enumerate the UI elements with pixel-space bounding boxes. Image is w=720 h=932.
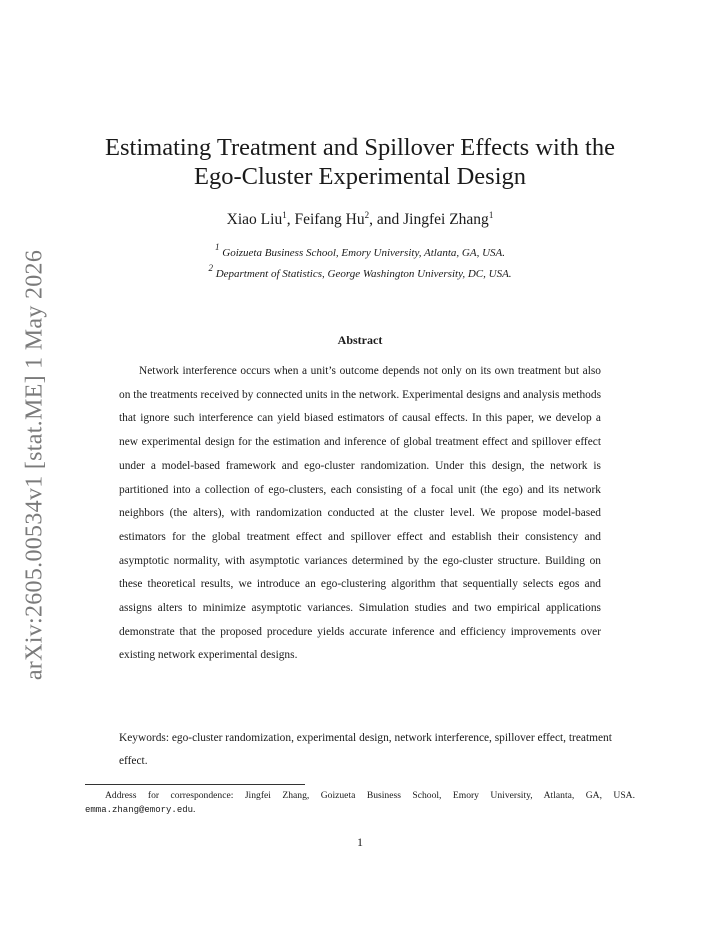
arxiv-identifier: arXiv:2605.00534v1 [stat.ME] 1 May 2026: [21, 249, 48, 681]
abstract-body: Network interference occurs when a unit’s outcome depends not only on its own treatment but also on the treatments received by connected units in the network. Experimental designs and analysis methods that ignore such interference can yield biased estimators of causal effects. In this paper, we develop a new experimental design for the estimation and inference of global treatment effect and spillover effect under a model-based framework and ego-cluster randomization. Under this design, the network is partitioned into a collection of ego-clusters, each consisting of a focal unit (the ego) and its network neighbors (the alters), with randomization conducted at the cluster level. We propose model-based estimators for the global treatment effect and spillover effect and establish their consistency and asymptotic normality, with asymptotic variances determined by the ego-cluster structure. Building on these theoretical results, we introduce an ego-clustering algorithm that sequentially selects egos and assigns alters to minimize asymptotic variances. Simulation studies and two empirical applications demonstrate that the proposed procedure yields accurate inference and efficiency improvements over existing network experimental designs.: [119, 365, 601, 662]
title-line-2: Ego-Cluster Experimental Design: [193, 163, 527, 190]
author-name: Feifang Hu: [294, 211, 365, 228]
abstract-heading: Abstract: [337, 333, 383, 347]
affiliation-text: Department of Statistics, George Washington University, DC, USA.: [212, 268, 512, 280]
keywords: Keywords: ego-cluster randomization, experimental design, network interference, spillover effect, treatment effect.: [119, 732, 612, 767]
author-list: [90, 210, 630, 229]
footnote-text: Address for correspondence: Jingfei Zhang, Goizueta Business School, Emory University, Atlanta, GA, USA.: [105, 790, 635, 801]
author-separator: , and: [369, 211, 404, 228]
footnote-end: .: [193, 804, 196, 815]
affiliation-text: Goizueta Business School, Emory University, Atlanta, GA, USA.: [219, 247, 505, 259]
author-affiliation-mark: 1: [488, 210, 494, 220]
affiliation-mark: 1: [215, 242, 220, 252]
paper-title: [90, 133, 630, 191]
affiliation: [90, 263, 630, 280]
footnote-rule: [85, 784, 305, 785]
title-line-1: Estimating Treatment and Spillover Effects with the: [105, 134, 615, 161]
author-name: Jingfei Zhang: [403, 211, 489, 228]
author-affiliation-mark: 2: [364, 210, 370, 220]
author-affiliation-mark: 1: [282, 210, 287, 220]
footnote-email: emma.zhang@emory.edu: [85, 805, 194, 815]
affiliation-mark: 2: [208, 263, 213, 273]
footnote: [85, 789, 635, 817]
page-number: 1: [357, 835, 363, 849]
affiliation: [90, 242, 630, 259]
author-name: Xiao Liu: [226, 211, 283, 228]
author-separator: ,: [286, 211, 295, 228]
